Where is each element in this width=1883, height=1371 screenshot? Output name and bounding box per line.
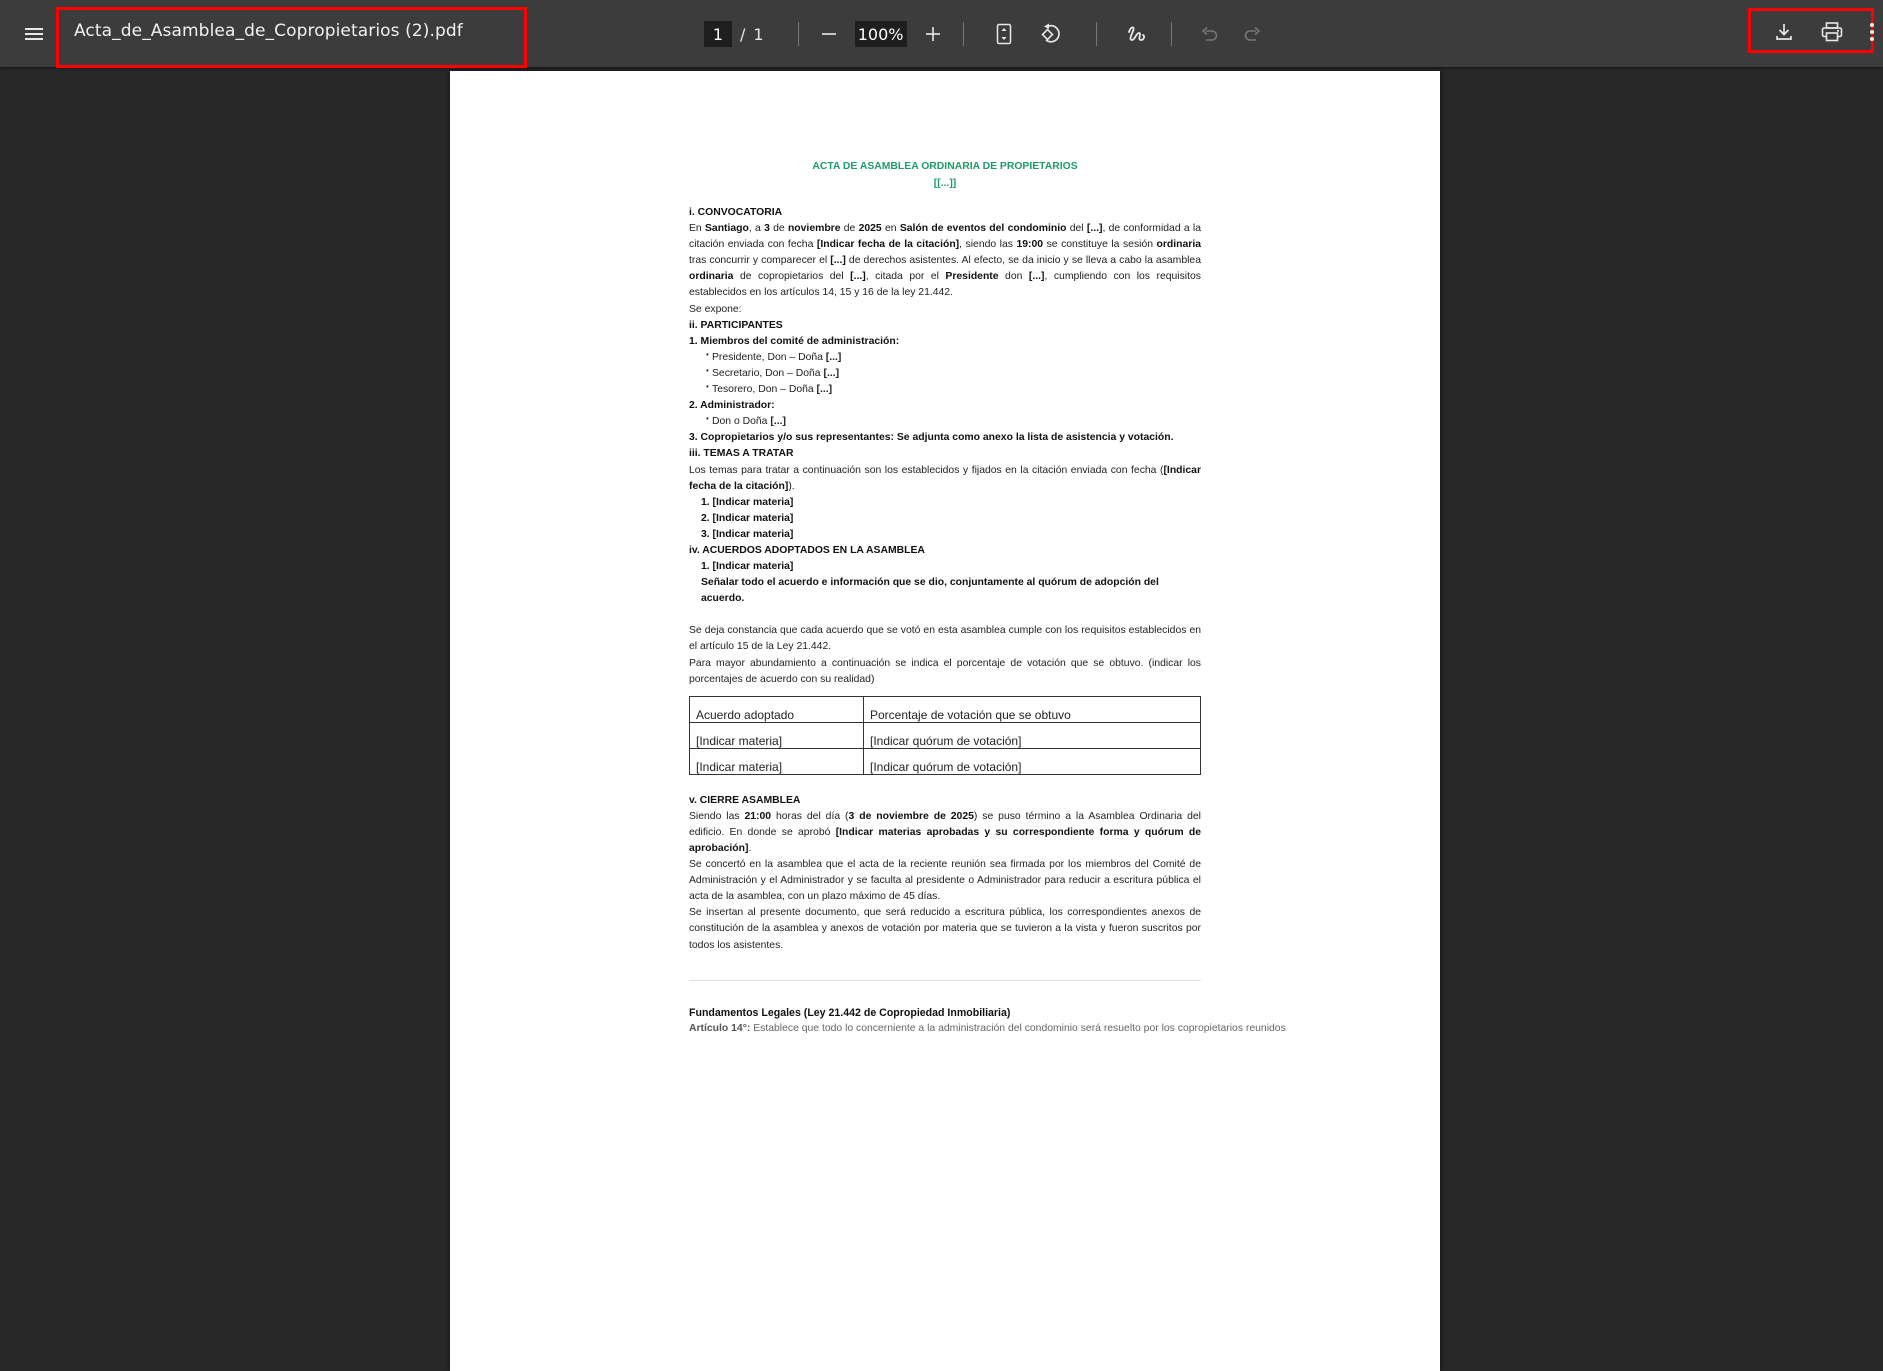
list-item-placeholder: [...] xyxy=(770,416,786,428)
rotate-counterclockwise-icon xyxy=(1040,22,1064,46)
text-run: de copropietarios del xyxy=(733,271,851,283)
acuerdos-paragraph-2: Para mayor abundamiento a continuación se indica el porcentaje de votación que se obtuvo. (indicar los porcentajes de acuerdo con su realidad) xyxy=(689,657,1201,685)
page-total: 1 xyxy=(753,24,764,44)
table-cell: [Indicar quórum de votación] xyxy=(864,748,1201,774)
bold-text-run: [Indicar fecha de la citación] xyxy=(816,239,960,251)
rotate-button[interactable] xyxy=(1036,18,1068,50)
cierre-paragraph-3: Se insertan al presente documento, que será reducido a escritura pública, los correspondientes anexos de constitución de la asamblea y anexos de votación por materia que se tuvieron a la vista y fueron suscritos por todos los asistentes. xyxy=(689,907,1201,951)
pdf-toolbar xyxy=(0,0,1883,67)
bold-text-run: [...] xyxy=(850,271,866,283)
tema-item: 3. [Indicar materia] xyxy=(701,528,794,540)
pdf-page xyxy=(450,71,1440,1371)
table-cell: [Indicar materia] xyxy=(690,748,864,774)
section-heading-participantes: ii. PARTICIPANTES xyxy=(689,319,783,331)
bold-text-run: 19:00 xyxy=(1016,239,1044,251)
bold-text-run: [Indicar materias aprobadas y su correspondiente forma y quórum de aprobación] xyxy=(689,826,1201,854)
more-actions-button[interactable] xyxy=(1869,22,1879,46)
bullet-icon: • xyxy=(706,382,709,392)
bold-text-run: ordinaria xyxy=(689,271,734,283)
list-item-placeholder: [...] xyxy=(823,367,840,379)
text-run: don xyxy=(998,271,1029,283)
pdf-viewer[interactable] xyxy=(0,67,1883,1034)
administrator-list xyxy=(689,414,1201,430)
draw-annotation-button[interactable] xyxy=(1121,18,1153,50)
document-title: ACTA DE ASAMBLEA ORDINARIA DE PROPIETARIOS xyxy=(812,161,1078,172)
text-run: ) se puso término a la Asamblea Ordinaria del edificio. En donde se aprobó xyxy=(689,810,1201,838)
download-button[interactable] xyxy=(1768,16,1800,48)
section-heading-cierre: v. CIERRE ASAMBLEA xyxy=(689,794,801,806)
section-heading-convocatoria: i. CONVOCATORIA xyxy=(689,207,783,218)
acuerdo-item: 1. [Indicar materia] xyxy=(701,561,794,573)
list-item xyxy=(689,382,1201,398)
toolbar-divider xyxy=(798,22,799,46)
right-toolbar-group xyxy=(1764,16,1852,48)
more-vertical-icon xyxy=(1869,22,1875,42)
legal-article-label: Artículo 14°: xyxy=(689,1022,751,1034)
legal-article-text: Establece que todo lo concerniente a la administración del condominio será resuelto por los copropietarios reunidos xyxy=(750,1022,1286,1034)
draw-annotation-icon xyxy=(1126,24,1148,44)
se-expone-text: Se expone: xyxy=(689,303,742,315)
participants-group-administrator: 2. Administrador: xyxy=(689,400,775,412)
undo-icon xyxy=(1201,26,1219,42)
print-button[interactable] xyxy=(1816,16,1848,48)
temas-intro-text: Los temas para tratar a continuación son los establecidos y fijados en la citación enviada con fecha ( xyxy=(689,464,1164,476)
bold-text-run: [...] xyxy=(830,255,846,267)
menu-button[interactable] xyxy=(20,20,48,48)
document-subtitle: [[...]] xyxy=(933,178,957,189)
tema-item: 2. [Indicar materia] xyxy=(701,512,794,524)
text-run: En xyxy=(689,223,705,235)
text-run: , siendo las xyxy=(959,239,1017,251)
toolbar-divider xyxy=(963,22,964,46)
tema-item: 1. [Indicar materia] xyxy=(701,496,794,508)
participants-group-owners: 3. Copropietarios y/o sus representantes: Se adjunta como anexo la lista de asistencia y votación. xyxy=(689,432,1174,444)
temas-intro-end: ). xyxy=(788,480,795,492)
text-run: de xyxy=(840,223,859,235)
page-number-input[interactable]: 1 xyxy=(704,21,732,47)
toolbar-divider xyxy=(1171,22,1172,46)
list-item-placeholder: [...] xyxy=(825,351,842,363)
print-icon xyxy=(1821,22,1843,42)
table-header-row xyxy=(690,696,1201,722)
text-run: de xyxy=(769,223,788,235)
document-content xyxy=(689,158,1286,1037)
bold-text-run: noviembre xyxy=(787,223,841,235)
table-row xyxy=(690,722,1201,748)
text-run: horas del día ( xyxy=(771,810,849,822)
list-item xyxy=(689,366,1201,382)
download-icon xyxy=(1775,23,1793,41)
bold-text-run: 2025 xyxy=(858,223,882,235)
bold-text-run: ordinaria xyxy=(1156,239,1201,251)
list-item-text: Secretario, Don – Doña xyxy=(712,367,824,379)
bold-text-run: [...] xyxy=(1028,271,1045,283)
redo-icon xyxy=(1243,26,1261,42)
bold-text-run: 3 de noviembre de 2025 xyxy=(848,810,974,822)
plus-icon xyxy=(925,26,941,42)
section-heading-acuerdos: iv. ACUERDOS ADOPTADOS EN LA ASAMBLEA xyxy=(689,544,925,556)
legal-section-title: Fundamentos Legales (Ley 21.442 de Copropiedad Inmobiliaria) xyxy=(689,1006,1011,1019)
acuerdos-paragraph-1: Se deja constancia que cada acuerdo que se votó en esta asamblea cumple con los requisitos establecidos en el artículo 15 de la Ley 21.442. xyxy=(689,625,1201,653)
list-item-text: Presidente, Don – Doña xyxy=(712,351,826,363)
temas-intro xyxy=(689,463,1201,495)
legal-article-line xyxy=(689,1021,1286,1037)
toolbar-divider xyxy=(1096,22,1097,46)
table-cell: [Indicar materia] xyxy=(690,722,864,748)
zoom-level-input[interactable]: 100% xyxy=(855,21,907,47)
fit-to-page-icon xyxy=(996,23,1012,45)
text-run: del xyxy=(1066,223,1087,235)
table-row xyxy=(690,748,1201,774)
bold-text-run: Presidente xyxy=(945,271,999,283)
bold-text-run: 3 xyxy=(764,223,770,235)
center-toolbar-group xyxy=(700,18,1272,50)
text-run: , cumpliendo con los requisitos establecidos en los artículos 14, 15 y 16 de la ley 21.442. xyxy=(689,271,1201,299)
list-item-text: Don o Doña xyxy=(712,416,771,428)
bold-text-run: Santiago xyxy=(704,223,749,235)
zoom-out-button[interactable] xyxy=(813,18,845,50)
bold-text-run: [...] xyxy=(1086,223,1103,235)
convocatoria-paragraph xyxy=(689,221,1201,301)
acuerdo-note: Señalar todo el acuerdo e información que se dio, conjuntamente al quórum de adopción del acuerdo. xyxy=(701,577,1159,605)
section-divider xyxy=(689,980,1201,981)
text-run: , a xyxy=(748,223,765,235)
bold-text-run: Salón de eventos del condominio xyxy=(899,223,1067,235)
participants-group-committee: 1. Miembros del comité de administración: xyxy=(689,335,900,347)
list-item-placeholder: [...] xyxy=(816,384,833,396)
fit-to-page-button[interactable] xyxy=(988,18,1020,50)
cierre-paragraph-2: Se concertó en la asamblea que el acta de la reciente reunión sea firmada por los miembros del Comité de Administración y el Administrador y se faculta al presidente o Administrador para reducir a escritura pública el acta de la asamblea, con un plazo máximo de 45 días. xyxy=(689,859,1201,903)
table-header-cell: Acuerdo adoptado xyxy=(690,696,864,722)
zoom-in-button[interactable] xyxy=(917,18,949,50)
text-run: tras concurrir y comparecer el xyxy=(689,255,831,267)
text-run: de derechos asistentes. Al efecto, se da inicio y se lleva a cabo la asamblea xyxy=(845,255,1201,267)
file-title: Acta_de_Asamblea_de_Copropietarios (2).pdf xyxy=(74,21,463,41)
votes-table xyxy=(689,696,1201,775)
table-cell: [Indicar quórum de votación] xyxy=(864,722,1201,748)
text-run: en xyxy=(881,223,900,235)
section-heading-temas: iii. TEMAS A TRATAR xyxy=(689,448,794,460)
text-run: , citada por el xyxy=(865,271,946,283)
text-run: Siendo las xyxy=(689,810,745,822)
bold-text-run: 21:00 xyxy=(744,810,772,822)
table-header-cell: Porcentaje de votación que se obtuvo xyxy=(864,696,1201,722)
committee-list xyxy=(689,350,1201,398)
temas-intro-placeholder: [Indicar fecha de la citación] xyxy=(689,464,1201,492)
cierre-paragraph-1 xyxy=(689,809,1201,857)
bullet-icon: • xyxy=(706,349,709,359)
text-run: , de conformidad a la citación enviada con fecha xyxy=(689,223,1201,251)
redo-button[interactable] xyxy=(1236,18,1268,50)
list-item xyxy=(689,414,1201,430)
minus-icon xyxy=(821,26,837,42)
undo-button[interactable] xyxy=(1194,18,1226,50)
page-separator: / xyxy=(740,24,746,44)
list-item xyxy=(689,350,1201,366)
bullet-icon: • xyxy=(706,365,709,375)
hamburger-menu-icon xyxy=(25,27,43,41)
list-item-text: Tesorero, Don – Doña xyxy=(712,384,817,396)
bullet-icon: • xyxy=(706,414,709,424)
text-run: se constituye la sesión xyxy=(1043,239,1157,251)
text-run: . xyxy=(748,843,752,854)
